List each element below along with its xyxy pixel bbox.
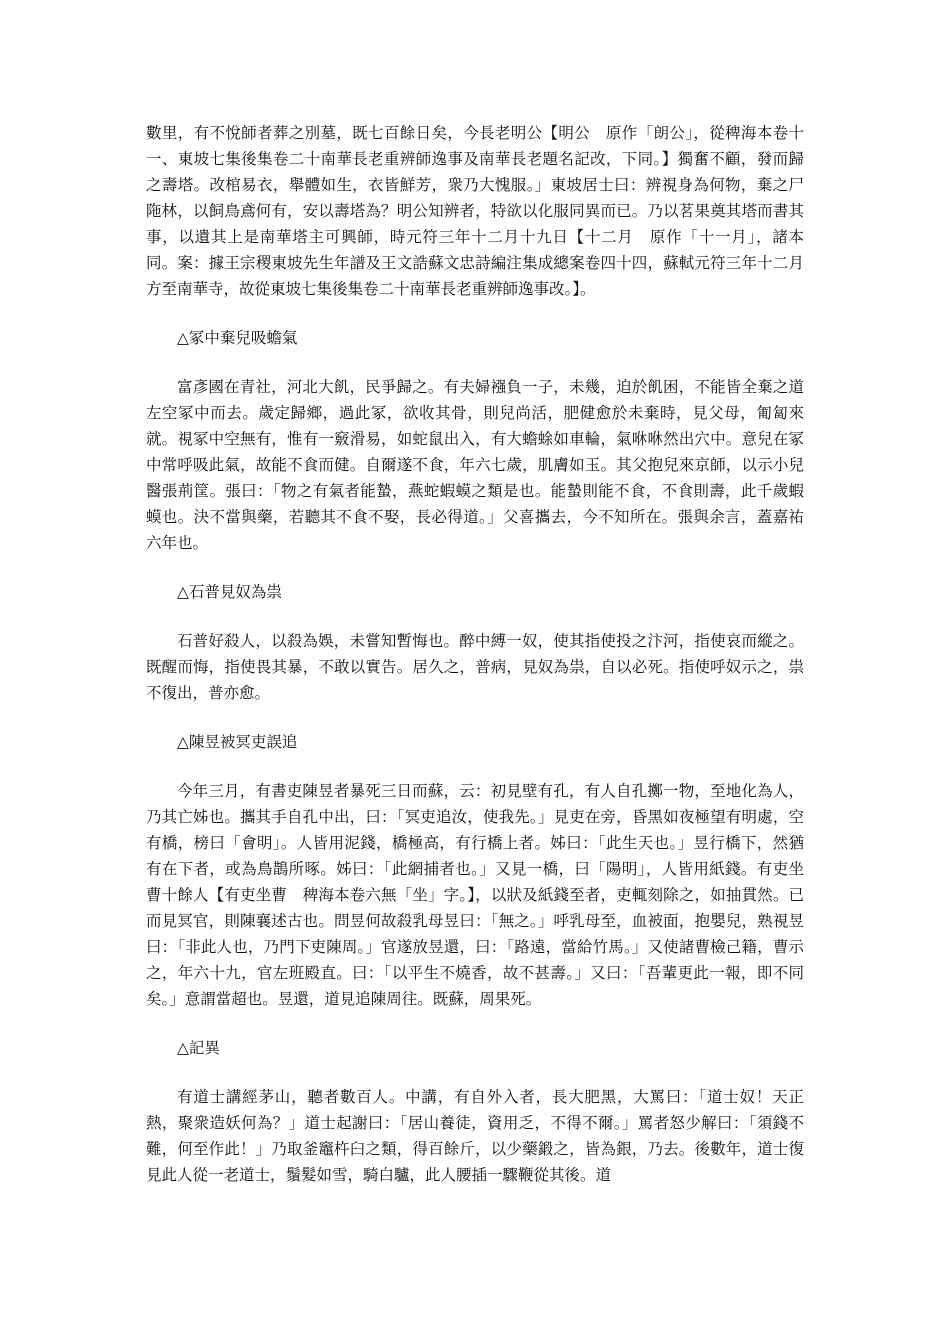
document-page <box>146 120 804 1211</box>
paragraph-strange-record: 有道士講經茅山，聽者數百人。中講，有自外入者，長大肥黑，大罵曰：「道士奴！天正熱，聚衆造妖何為？」道士起謝曰：「居山養徒，資用乏，不得不爾。」罵者怒少解曰：「須錢不難，何至作此！」乃取釜竈杵臼之類，得百餘斤，以少藥鍛之，皆為銀，乃去。後數年，道士復見此人從一老道士，鬚髮如雪，騎白驢，此人腰插一驟鞭從其後。道 <box>146 1088 804 1184</box>
paragraph-chen-yu: 今年三月，有書吏陳昱者暴死三日而蘇，云：初見壁有孔，有人自孔擲一物，至地化為人，乃其亡姊也。攜其手自孔中出，曰：「冥吏追汝，使我先。」見吏在旁，昏黑如夜極望有明處，空有橋，榜曰「會明」。人皆用泥錢，橋極高，有行橋上者。姊曰：「此生天也。」昱行橋下，然猶有在下者，或為鳥鵲所啄。姊曰：「此網捕者也。」又見一橋，曰「陽明」，人皆用紙錢。有吏坐曹十餘人【有吏坐曹 稗海本卷六無「坐」字。】，以狀及紙錢至者，吏輒刻除之，如抽貫然。已而見冥官，則陳襄述古也。問昱何故殺乳母昱曰：「無之。」呼乳母至，血被面，抱嬰兒，熟視昱曰：「非此人也，乃門下吏陳周。」官遂放昱還，曰：「路遠，當給竹馬。」又使諸曹檢己籍，曹示之，年六十九，官左班殿直。曰：「以平生不燒香，故不甚壽。」又曰：「吾輩更此一報，即不同矣。」意謂當超也。昱還，道見追陳周往。既蘇，周果死。 <box>146 782 804 1008</box>
paragraph-abandoned-child: 富彥國在青社，河北大飢，民爭歸之。有夫婦襁負一子，未幾，迫於飢困，不能皆全棄之道左空冢中而去。歲定歸鄉，過此冢，欲收其骨，則兒尚活，肥健愈於未棄時，見父母，匍匐來就。視冢中空無有，惟有一竅滑易，如蛇鼠出入，有大蟾蜍如車輪，氣咻咻然出穴中。意兒在冢中常呼吸此氣，故能不食而健。自爾遂不食，年六七歲，肌膚如玉。其父抱兒來京師，以示小兒醫張荊筐。張曰：「物之有氣者能蟄，燕蛇蝦蟆之類是也。能蟄則能不食，不食則壽，此千歲蝦蟆也。決不當與藥，若聽其不食不娶，長必得道。」父喜攜去，今不知所在。張與余言，蓋嘉祐六年也。 <box>146 378 804 552</box>
section-heading-shi-pu: △石普見奴為祟 <box>177 583 282 601</box>
paragraph-shi-pu: 石普好殺人，以殺為娛，未嘗知暫悔也。醉中縛一奴，使其指使投之汴河，指使哀而縱之。既醒而悔，指使畏其暴，不敢以實告。居久之，普病，見奴為祟，自以必死。指使呼奴示之，祟不復出，普亦愈。 <box>146 632 804 702</box>
section-heading-abandoned-child: △冢中棄兒吸蟾氣 <box>177 329 298 347</box>
section-heading-strange-record: △記異 <box>177 1039 220 1057</box>
section-heading-chen-yu: △陳昱被冥吏誤追 <box>177 733 298 751</box>
paragraph-continued: 數里，有不悅師者葬之別墓，既七百餘日矣，今長老明公【明公 原作「朗公」，從稗海本卷十一、東坡七集後集卷二十南華長老重辨師逸事及南華長老題名記改，下同。】獨奮不顧，發而歸之壽塔。改棺易衣，舉體如生，衣皆鮮芳，衆乃大愧服。」東坡居士曰：辨視身為何物，棄之尸陁林，以飼鳥鳶何有，安以壽塔為？明公知辨者，特欲以化服同異而已。乃以茗果奠其塔而書其事，以遺其上是南華塔主可興師，時元符三年十二月十九日【十二月 原作「十一月」，諸本同。案：據王宗稷東坡先生年譜及王文誥蘇文忠詩編注集成總案卷四十四，蘇軾元符三年十二月方至南華寺，故從東坡七集後集卷二十南華長老重辨師逸事改。】。 <box>146 124 804 298</box>
